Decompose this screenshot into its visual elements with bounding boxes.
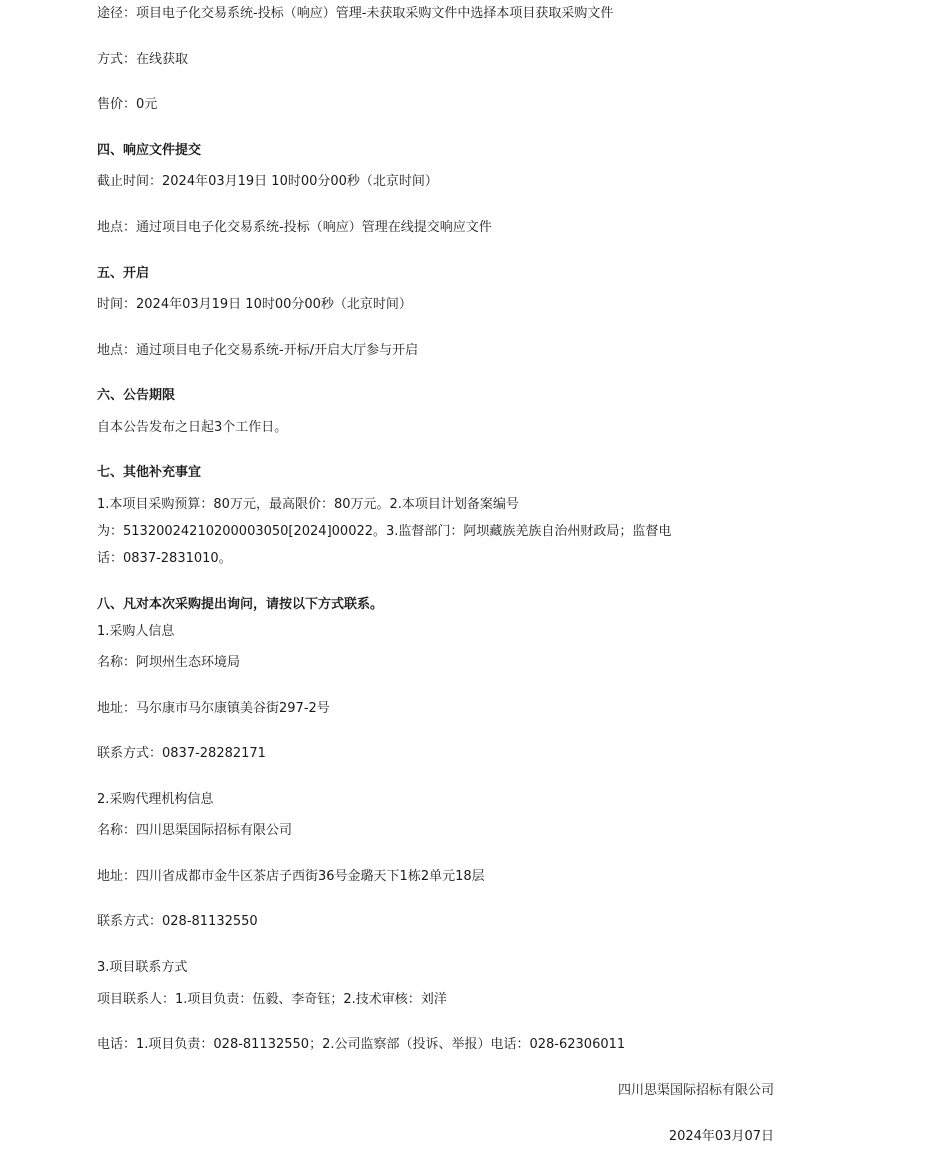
project-contact-people: 项目联系人：1.项目负责：伍毅、李奇钰；2.技术审核：刘洋 <box>97 992 447 1007</box>
section6-heading: 六、公告期限 <box>97 388 176 403</box>
section6-text: 自本公告发布之日起3个工作日。 <box>97 420 288 435</box>
section7-line: 话：0837-2831010。 <box>97 551 232 566</box>
section5-heading: 五、开启 <box>97 266 150 281</box>
project-contact-title: 3.项目联系方式 <box>97 960 188 975</box>
section4-location: 地点：通过项目电子化交易系统-投标（响应）管理在线提交响应文件 <box>97 220 492 235</box>
agency-contact: 联系方式：028-81132550 <box>97 914 258 929</box>
agency-title: 2.采购代理机构信息 <box>97 792 214 807</box>
section8-heading: 八、凡对本次采购提出询问，请按以下方式联系。 <box>97 597 384 612</box>
purchaser-contact: 联系方式：0837-28282171 <box>97 746 266 761</box>
section5-location: 地点：通过项目电子化交易系统-开标/开启大厅参与开启 <box>97 343 419 358</box>
acquisition-method: 方式：在线获取 <box>97 52 189 67</box>
section4-deadline: 截止时间：2024年03月19日 10时00分00秒（北京时间） <box>97 174 438 189</box>
purchaser-name: 名称：阿坝州生态环境局 <box>97 655 241 670</box>
agency-address: 地址：四川省成都市金牛区茶店子西街36号金璐天下1栋2单元18层 <box>97 869 485 884</box>
project-contact-phone: 电话：1.项目负责：028-81132550；2.公司监察部（投诉、举报）电话：028-62306011 <box>97 1037 626 1052</box>
purchaser-title: 1.采购人信息 <box>97 624 175 639</box>
section4-heading: 四、响应文件提交 <box>97 143 202 158</box>
acquisition-route: 途径：项目电子化交易系统-投标（响应）管理-未获取采购文件中选择本项目获取采购文件 <box>97 6 614 21</box>
footer-company: 四川思渠国际招标有限公司 <box>617 1083 774 1098</box>
section5-time: 时间：2024年03月19日 10时00分00秒（北京时间） <box>97 297 412 312</box>
agency-name: 名称：四川思渠国际招标有限公司 <box>97 823 293 838</box>
purchaser-address: 地址：马尔康市马尔康镇美谷街297-2号 <box>97 701 330 716</box>
section7-line: 为：51320024210200003050[2024]00022。3.监督部门：阿坝藏族羌族自治州财政局；监督电 <box>97 524 672 539</box>
footer-date: 2024年03月07日 <box>668 1129 774 1144</box>
section7-heading: 七、其他补充事宜 <box>97 465 202 480</box>
acquisition-price: 售价：0元 <box>97 97 158 112</box>
section7-line: 1.本项目采购预算：80万元，最高限价：80万元。2.本项目计划备案编号 <box>97 497 519 512</box>
